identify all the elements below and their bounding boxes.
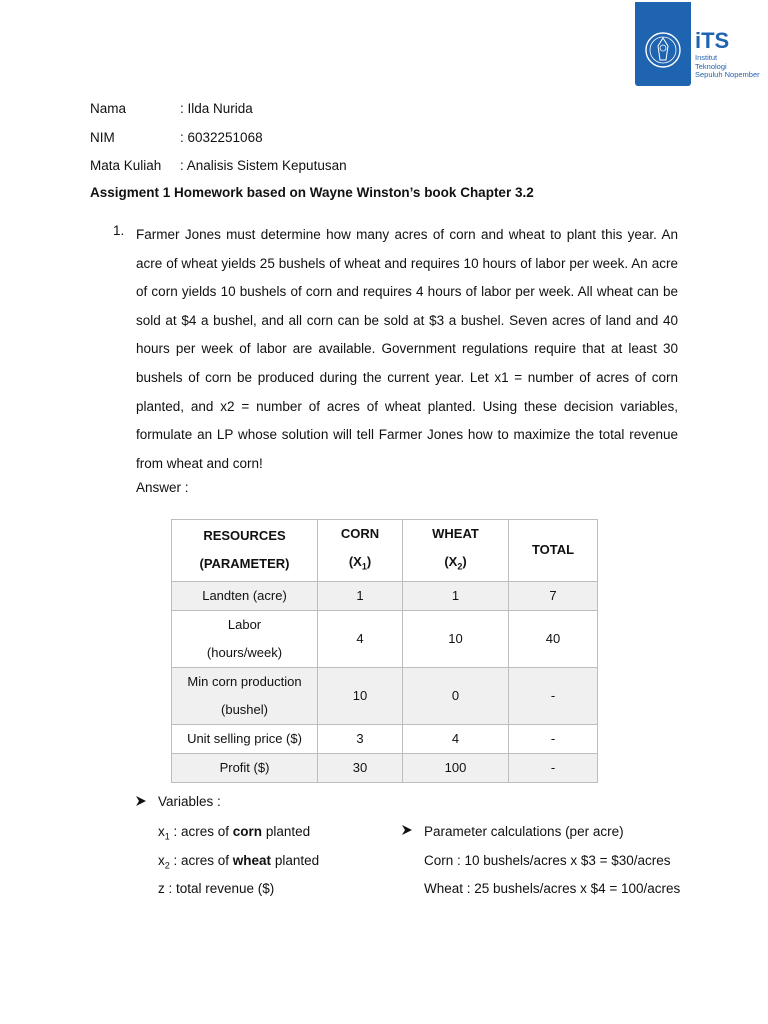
its-logo (635, 2, 768, 88)
header-text: RESOURCES (203, 528, 286, 544)
mata-kuliah-row (90, 157, 347, 186)
nim-label: NIM (90, 129, 115, 145)
header-symbol: (X (444, 554, 458, 569)
row-label: Landten (acre) (172, 581, 318, 610)
header-text: CORN (340, 526, 380, 541)
header-total (509, 520, 598, 582)
variables-heading: Variables : (158, 794, 221, 809)
nama-label: Nama (90, 101, 127, 116)
corn-calculation: Corn : 10 bushels/acres x $3 = $30/acres (424, 852, 671, 868)
student-info (90, 100, 347, 186)
header-subscript: 1 (361, 561, 367, 572)
logo-subtitle (695, 54, 760, 80)
params-heading: Parameter calculations (per acre) (424, 824, 624, 839)
row-label: Profit ($) (172, 753, 318, 782)
total-cell: - (509, 667, 598, 724)
row-label (172, 610, 318, 667)
table-row (172, 753, 598, 782)
logo-emblem (635, 2, 691, 86)
arrow-bullet-icon (135, 795, 147, 810)
question-text: Farmer Jones must determine how many acres of corn and wheat to plant this year. An acre of wheat yields 25 bushels of wheat and requires 10 hours of labor per week. An acre of corn yields 10 bushels of corn and requires 4 hours of labor per week. All wheat can be sold at $4 a bushel, and all corn can be sold at $3 a bushel. Seven acres of land and 40 hours per week of labor are available. Government regulations require that at least 30 bushels of corn be produced during the current year. Let x1 = number of acres of corn planted, and x2 = number of acres of wheat planted. Using these decision variables, formulate an LP whose solution will tell Farmer Jones how to maximize the total revenue from wheat and corn! (136, 227, 678, 471)
wheat-cell: 100 (403, 753, 509, 782)
logo-line: Teknologi (695, 61, 727, 71)
variable-x1 (158, 823, 319, 852)
logo-wordmark: iTS (695, 28, 730, 53)
header-symbol: (X (348, 554, 362, 569)
corn-cell: 30 (318, 753, 403, 782)
var-text: : acres of (169, 852, 233, 868)
table-row (172, 610, 598, 667)
corn-cell: 1 (318, 581, 403, 610)
header-resources (172, 520, 318, 582)
nama-value: : Ilda Nurida (180, 101, 253, 116)
mata-kuliah-label: Mata Kuliah (90, 158, 162, 173)
mata-kuliah-value: : Analisis Sistem Keputusan (180, 158, 347, 173)
parameter-calculations (424, 823, 680, 909)
var-symbol: x (158, 824, 165, 839)
header-paren: ) (366, 554, 372, 569)
table-row (172, 724, 598, 753)
header-paren: ) (462, 554, 467, 569)
variable-z: z : total revenue ($) (158, 881, 275, 896)
row-label: Unit selling price ($) (172, 724, 318, 753)
var-subscript: 1 (164, 831, 170, 842)
total-cell: 7 (509, 581, 598, 610)
row-label-line: Min corn production (187, 673, 302, 689)
header-text: TOTAL (531, 542, 575, 558)
row-label (172, 667, 318, 724)
row-label-line: (hours/week) (206, 644, 283, 660)
assignment-title: Assigment 1 Homework based on Wayne Winston’s book Chapter 3.2 (90, 185, 534, 200)
question-number: 1. (113, 223, 125, 238)
var-text: : acres of (169, 824, 233, 839)
table-row (172, 581, 598, 610)
logo-line: Institut (695, 53, 718, 62)
var-bold: wheat (232, 852, 272, 868)
wheat-cell: 4 (403, 724, 509, 753)
logo-line: Sepuluh Nopember (695, 70, 760, 79)
header-text (318, 548, 402, 581)
header-wheat (403, 520, 509, 582)
seal-icon (635, 2, 691, 86)
variable-x2 (158, 852, 319, 881)
wheat-cell: 1 (403, 581, 509, 610)
variables-list (158, 823, 319, 909)
table-row (172, 667, 598, 724)
total-cell: - (509, 724, 598, 753)
arrow-bullet-icon (401, 824, 413, 839)
var-symbol: x (158, 852, 165, 868)
answer-label: Answer : (136, 480, 189, 495)
wheat-cell: 0 (403, 667, 509, 724)
resources-table (171, 519, 598, 783)
header-text (403, 548, 508, 581)
corn-cell: 4 (318, 610, 403, 667)
nim-row (90, 129, 347, 158)
nama-row (90, 100, 347, 129)
header-corn (318, 520, 403, 582)
row-label-line: Labor (227, 616, 262, 632)
corn-cell: 3 (318, 724, 403, 753)
var-text: planted (262, 824, 311, 839)
total-cell: 40 (509, 610, 598, 667)
corn-cell: 10 (318, 667, 403, 724)
header-text: (PARAMETER) (199, 556, 290, 572)
var-text: planted (271, 852, 320, 868)
header-text: WHEAT (432, 526, 479, 541)
header-subscript: 2 (457, 561, 463, 572)
wheat-calculation: Wheat : 25 bushels/acres x $4 = 100/acres (424, 881, 681, 896)
row-label-line: (bushel) (221, 701, 268, 717)
table-header-row (172, 520, 598, 582)
var-bold: corn (232, 824, 263, 839)
wheat-cell: 10 (403, 610, 509, 667)
total-cell: - (509, 753, 598, 782)
var-subscript: 2 (164, 860, 170, 871)
nim-value: : 6032251068 (180, 129, 263, 145)
